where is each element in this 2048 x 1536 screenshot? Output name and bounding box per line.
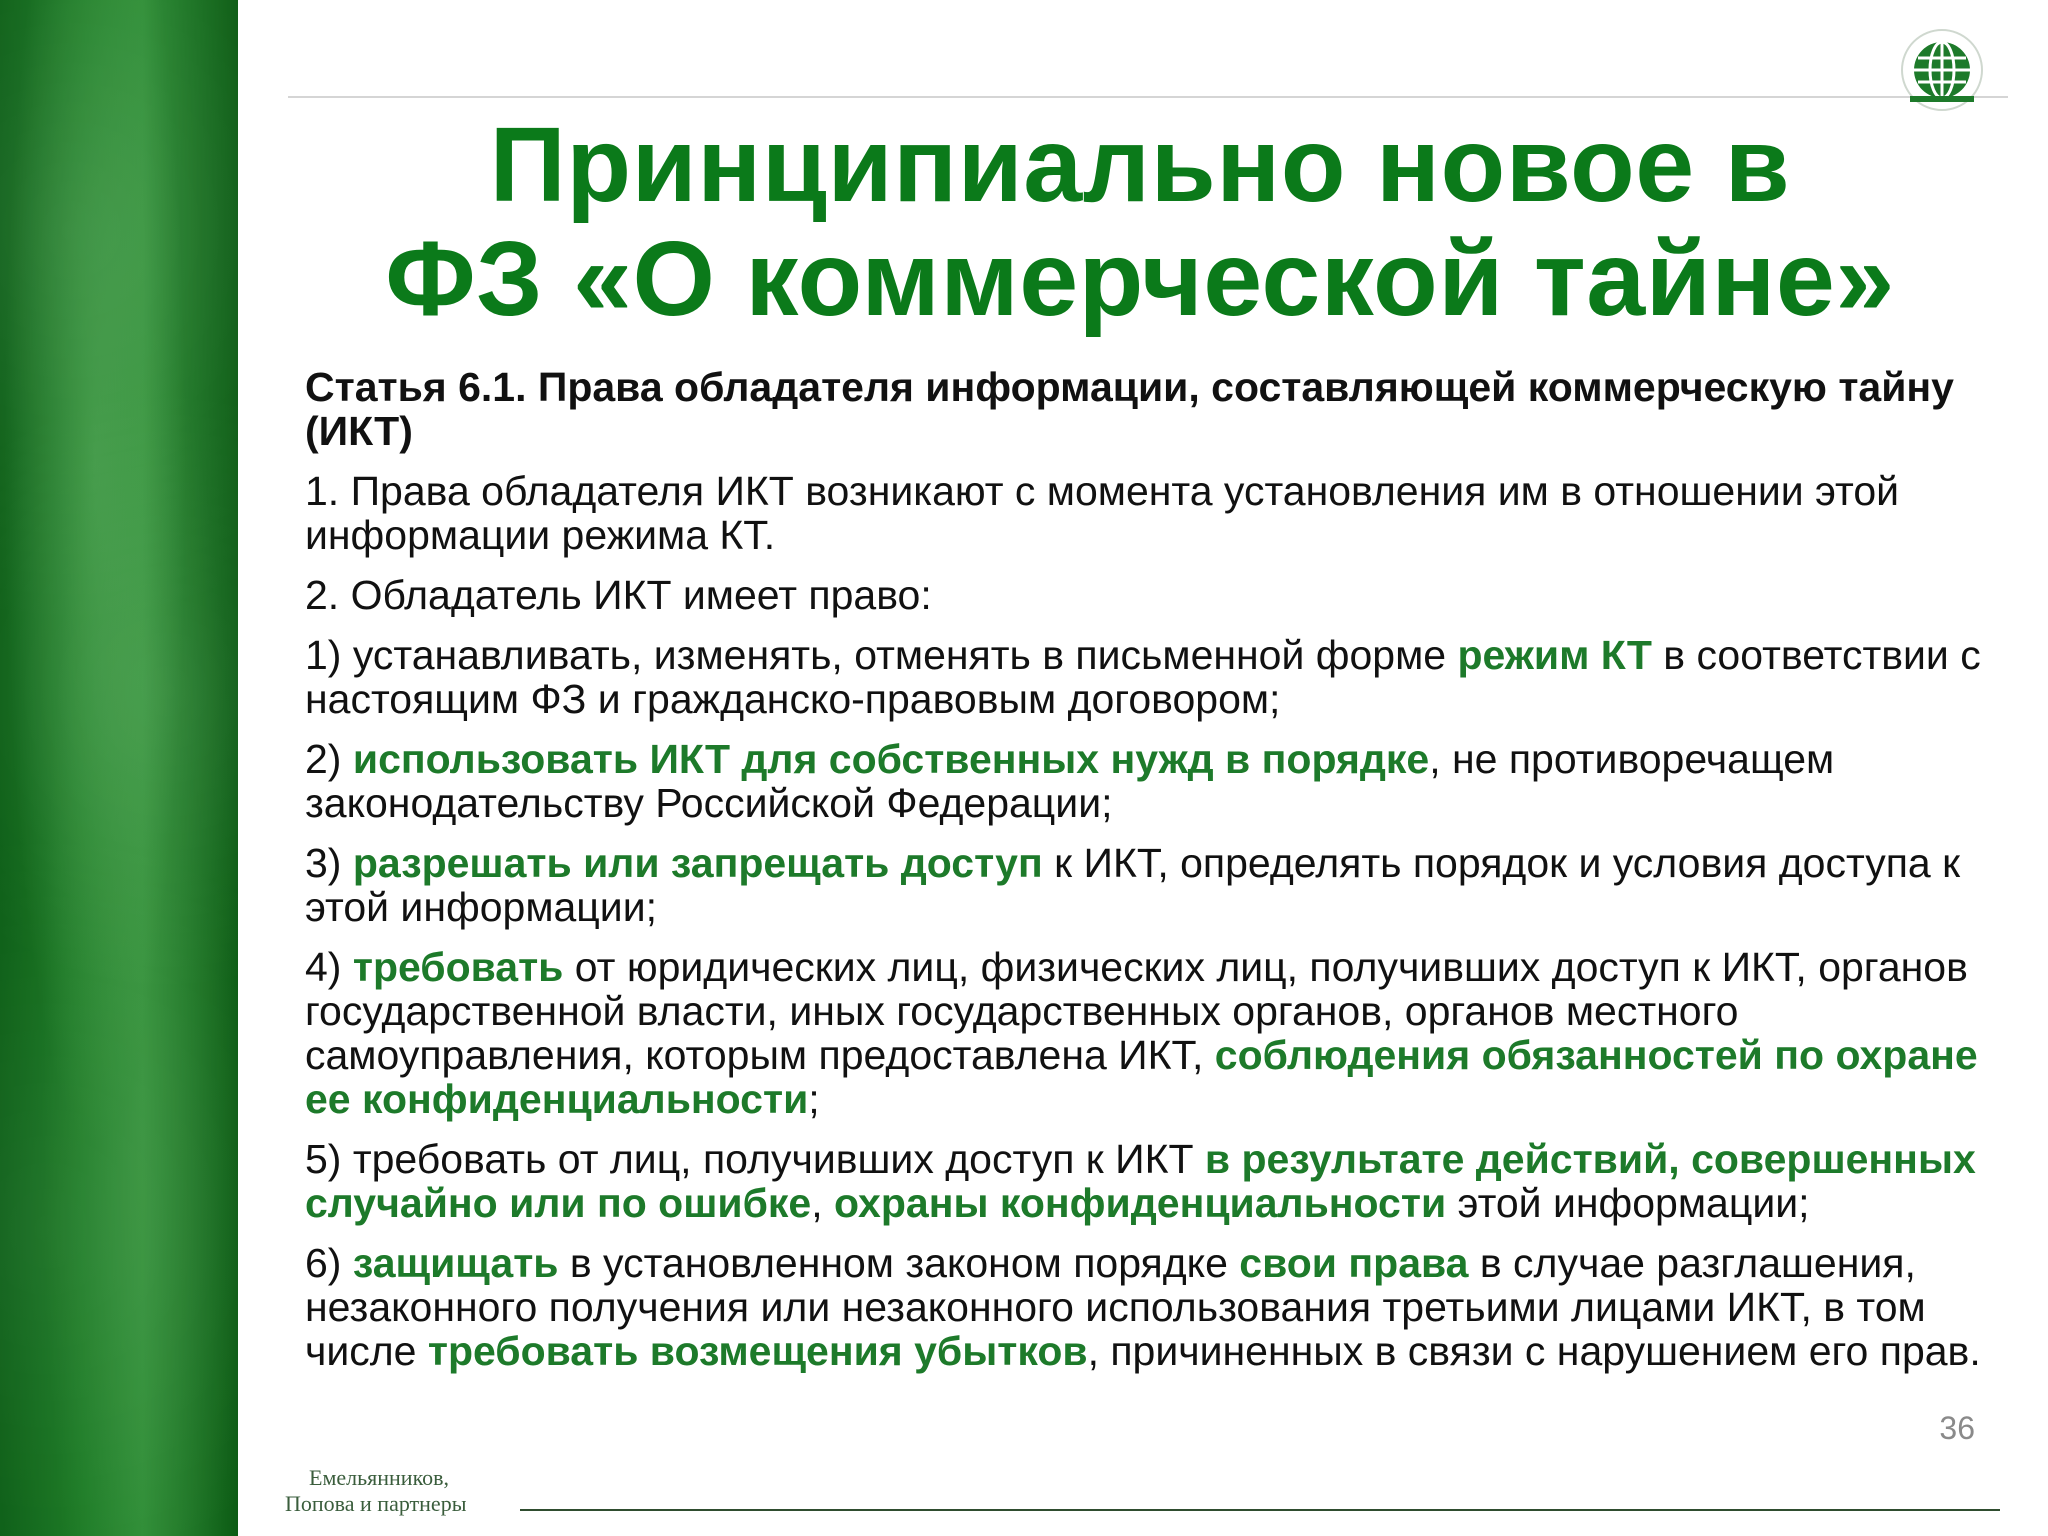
list-item-2-highlight: использовать ИКТ для собственных нужд в порядке [352, 736, 1430, 782]
title-line-2: ФЗ «О коммерческой тайне» [385, 220, 1895, 338]
article-heading: Статья 6.1. Права обладателя информации, составляющей коммерческую тайну (ИКТ) [305, 364, 1954, 454]
list-item-1-highlight: режим КТ [1457, 632, 1652, 678]
globe-logo-icon [1880, 20, 2005, 115]
list-item-6 [305, 1241, 2015, 1373]
footer-brand [285, 1465, 535, 1517]
bottom-divider [520, 1509, 2000, 1511]
title-line-1: Принципиально новое в [489, 106, 1791, 224]
list-item-5-text-e: этой информации; [1446, 1180, 1810, 1226]
slide-content [305, 365, 2015, 1389]
list-item-6-text-e: в случае разглашения, незаконного получения или незаконного использования третьими лицами ИКТ, в том числе [305, 1240, 1926, 1374]
list-item-4-highlight-1: требовать [352, 944, 564, 990]
list-item-4-text-a: 4) [305, 944, 353, 990]
list-item-2 [305, 737, 2015, 825]
list-item-2-text-a: 2) [305, 736, 353, 782]
list-item-1 [305, 633, 2015, 721]
list-item-4-text-e: ; [808, 1076, 820, 1122]
footer-brand-line-1: Емельянников, [309, 1465, 450, 1490]
list-item-4 [305, 945, 2015, 1121]
paragraph-2: 2. Обладатель ИКТ имеет право: [305, 572, 932, 618]
list-item-5 [305, 1137, 2015, 1225]
top-divider [288, 96, 2008, 98]
list-item-5-highlight-1: в результате действий, совершенных случайно или по ошибке [305, 1136, 1976, 1226]
list-item-5-text-a: 5) требовать от лиц, получивших доступ к ИКТ [305, 1136, 1205, 1182]
footer-brand-line-2: Попова и партнеры [285, 1491, 467, 1516]
list-item-6-highlight-3: требовать возмещения убытков [427, 1328, 1088, 1374]
list-item-6-text-a: 6) [305, 1240, 353, 1286]
smoke-texture [0, 0, 238, 1536]
list-item-3-text-c: к ИКТ, определять порядок и условия доступа к этой информации; [305, 840, 1961, 930]
list-item-6-text-c: в установленном законом порядке [558, 1240, 1240, 1286]
list-item-6-highlight-2: свои права [1239, 1240, 1469, 1286]
list-item-2-text-c: , не противоречащем законодательству Российской Федерации; [305, 736, 1835, 826]
list-item-6-text-g: , причиненных в связи с нарушением его прав. [1087, 1328, 1981, 1374]
list-item-6-highlight-1: защищать [352, 1240, 559, 1286]
page-number: 36 [1939, 1410, 1975, 1446]
list-item-4-highlight-2: соблюдения обязанностей по охране ее конфиденциальности [305, 1032, 1978, 1122]
paragraph-1: 1. Права обладателя ИКТ возникают с момента установления им в отношении этой информации режима КТ. [305, 468, 1900, 558]
decorative-green-band [0, 0, 238, 1536]
list-item-5-highlight-2: охраны конфиденциальности [834, 1180, 1447, 1226]
list-item-3-highlight: разрешать или запрещать доступ [352, 840, 1043, 886]
list-item-5-text-c: , [811, 1180, 835, 1226]
list-item-1-text-a: 1) устанавливать, изменять, отменять в письменной форме [305, 632, 1458, 678]
list-item-3 [305, 841, 2015, 929]
slide-title [290, 108, 1990, 336]
list-item-4-text-c: от юридических лиц, физических лиц, получивших доступ к ИКТ, органов государственной власти, иных государственных органов, органов местного самоуправления, которым предоставлена ИКТ, [305, 944, 1968, 1078]
list-item-1-text-c: в соответствии с настоящим ФЗ и гражданско-правовым договором; [305, 632, 1981, 722]
list-item-3-text-a: 3) [305, 840, 353, 886]
